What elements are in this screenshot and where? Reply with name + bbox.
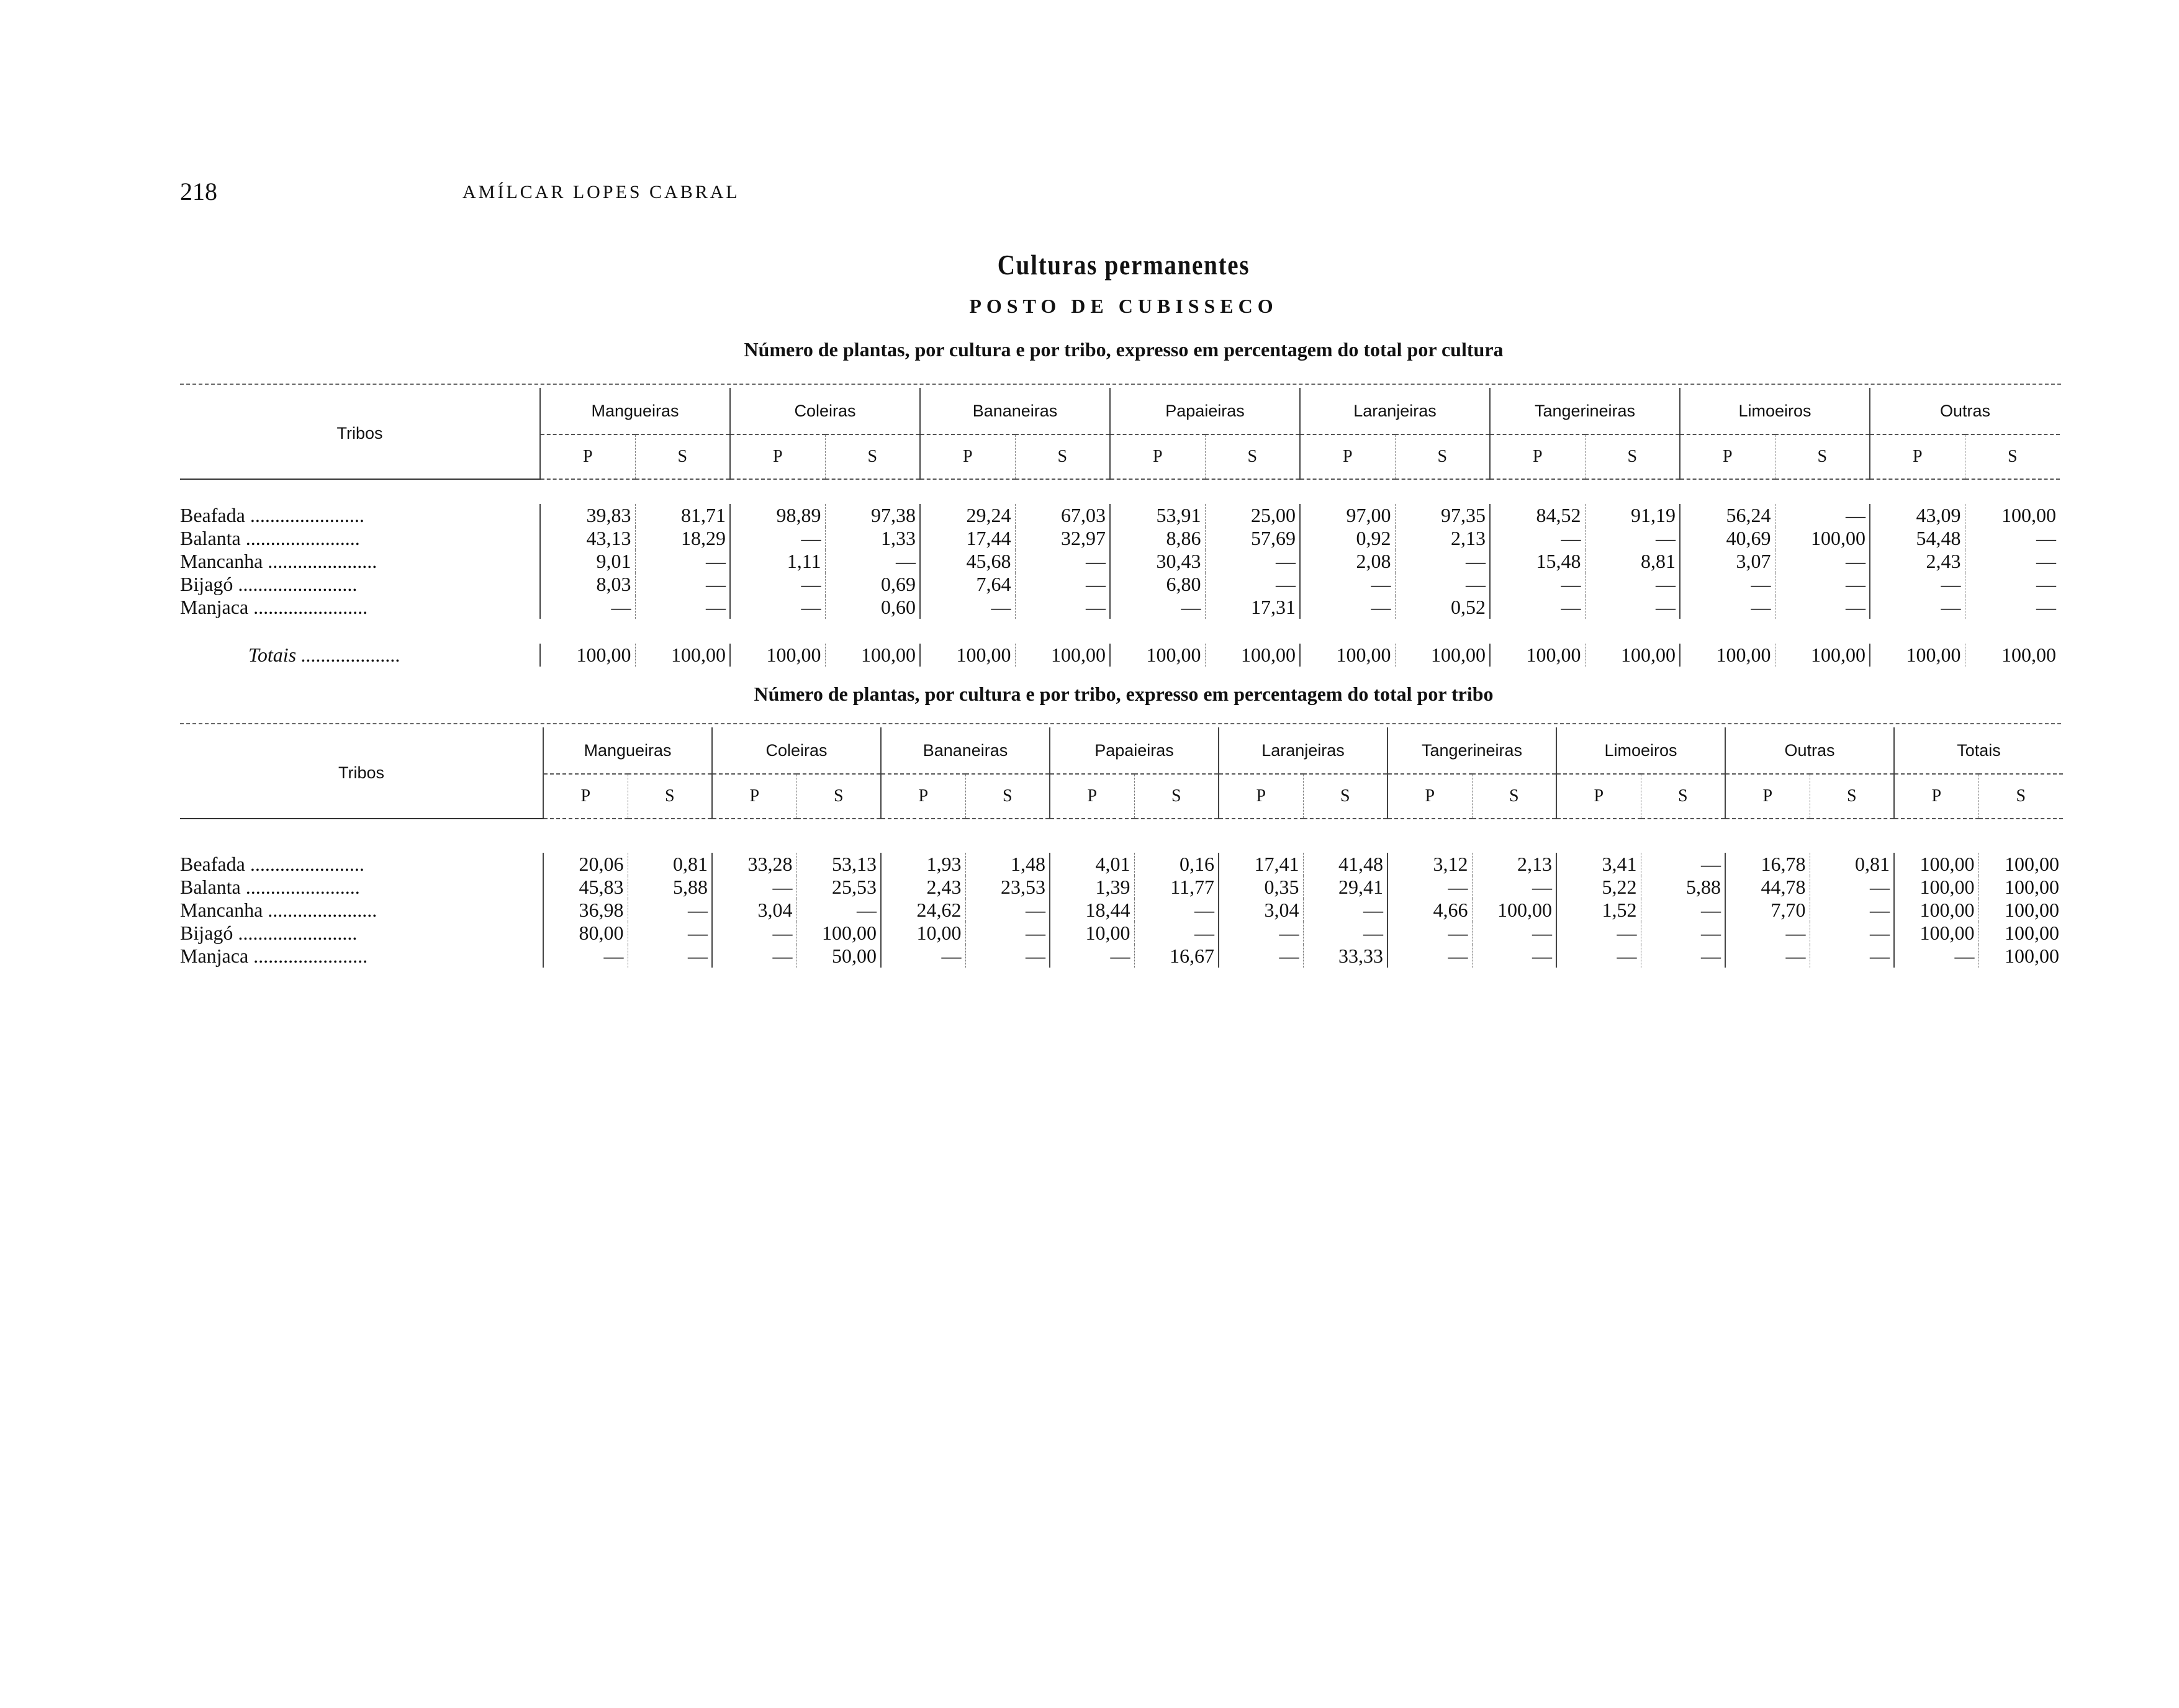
sub-header-p: P <box>1300 434 1395 479</box>
table-1-top-rule <box>180 384 2061 385</box>
sub-header-s: S <box>1472 774 1556 819</box>
cell-value: 5,88 <box>628 876 712 899</box>
column-group-laranjeiras: Laranjeiras <box>1219 727 1387 774</box>
cell-value: 2,43 <box>881 876 965 899</box>
cell-value: 2,43 <box>1870 550 1965 573</box>
table-percent-by-tribe <box>180 727 2063 968</box>
sub-header-s: S <box>796 774 881 819</box>
cell-value: 30,43 <box>1110 550 1205 573</box>
cell-value: 3,12 <box>1387 853 1472 876</box>
column-group-bananeiras: Bananeiras <box>881 727 1050 774</box>
spacer-row <box>180 819 2063 853</box>
sub-header-s: S <box>1395 434 1490 479</box>
cell-value: — <box>1680 596 1775 619</box>
cell-value: — <box>1725 922 1810 945</box>
cell-value: — <box>1775 504 1870 527</box>
cell-value: 100,00 <box>825 644 920 667</box>
sub-header-s: S <box>1205 434 1300 479</box>
cell-value: — <box>1015 573 1110 596</box>
sub-header-p: P <box>1680 434 1775 479</box>
cell-value: 0,92 <box>1300 527 1395 550</box>
cell-value: — <box>1641 899 1725 922</box>
sub-header-s: S <box>628 774 712 819</box>
column-group-outras: Outras <box>1725 727 1894 774</box>
cell-value: — <box>881 945 965 968</box>
cell-value: 100,00 <box>1894 853 1978 876</box>
cell-value: — <box>1965 573 2060 596</box>
cell-value: 91,19 <box>1585 504 1680 527</box>
cell-value: 17,44 <box>920 527 1015 550</box>
cell-value: — <box>1810 876 1894 899</box>
cell-value: 25,53 <box>796 876 881 899</box>
cell-value: 40,69 <box>1680 527 1775 550</box>
cell-value: — <box>1205 550 1300 573</box>
cell-value: 29,41 <box>1303 876 1387 899</box>
sub-header-p: P <box>1050 774 1134 819</box>
cell-value: — <box>1725 945 1810 968</box>
cell-value: — <box>1775 596 1870 619</box>
sub-header-s: S <box>1965 434 2060 479</box>
cell-value: — <box>635 550 730 573</box>
cell-value: 44,78 <box>1725 876 1810 899</box>
cell-value: 0,81 <box>628 853 712 876</box>
cell-value: — <box>1387 876 1472 899</box>
cell-value: — <box>1810 899 1894 922</box>
cell-value: 53,13 <box>796 853 881 876</box>
cell-value: 2,13 <box>1472 853 1556 876</box>
cell-value: 1,48 <box>965 853 1050 876</box>
cell-value: 15,48 <box>1490 550 1585 573</box>
sub-header-s: S <box>1303 774 1387 819</box>
table-row <box>180 899 2063 922</box>
cell-value: 11,77 <box>1134 876 1219 899</box>
sub-header-s: S <box>1978 774 2063 819</box>
table-row <box>180 573 2060 596</box>
cell-value: 18,44 <box>1050 899 1134 922</box>
column-group-coleiras: Coleiras <box>712 727 881 774</box>
sub-header-s: S <box>635 434 730 479</box>
cell-value: — <box>1965 550 2060 573</box>
cell-value: — <box>1556 945 1641 968</box>
tribe-header: Tribos <box>180 388 540 479</box>
column-group-bananeiras: Bananeiras <box>920 388 1110 434</box>
cell-value: — <box>635 573 730 596</box>
tribe-name: Manjaca ....................... <box>180 945 368 967</box>
cell-value: 100,00 <box>1965 644 2060 667</box>
cell-value: 100,00 <box>1894 876 1978 899</box>
cell-value: 100,00 <box>1110 644 1205 667</box>
spacer-cell <box>180 819 2063 853</box>
page-title: Culturas permanentes <box>997 249 1250 281</box>
cell-value: — <box>1472 876 1556 899</box>
cell-value: 97,38 <box>825 504 920 527</box>
table-row <box>180 504 2060 527</box>
cell-value: 17,41 <box>1219 853 1303 876</box>
cell-value: 7,64 <box>920 573 1015 596</box>
column-group-tangerineiras: Tangerineiras <box>1387 727 1556 774</box>
cell-value: 23,53 <box>965 876 1050 899</box>
cell-value: — <box>1387 922 1472 945</box>
cell-value: — <box>712 922 796 945</box>
cell-value: 97,00 <box>1300 504 1395 527</box>
cell-value: 2,13 <box>1395 527 1490 550</box>
cell-value: — <box>1387 945 1472 968</box>
cell-value: 54,48 <box>1870 527 1965 550</box>
cell-value: 8,81 <box>1585 550 1680 573</box>
cell-value: 98,89 <box>730 504 825 527</box>
cell-value: 100,00 <box>1472 899 1556 922</box>
cell-value: 97,35 <box>1395 504 1490 527</box>
cell-value: 100,00 <box>1585 644 1680 667</box>
running-head: AMÍLCAR LOPES CABRAL <box>462 182 740 202</box>
cell-value: — <box>1965 596 2060 619</box>
cell-value: — <box>1585 527 1680 550</box>
cell-value: — <box>965 945 1050 968</box>
cell-value: 4,66 <box>1387 899 1472 922</box>
cell-value: 3,04 <box>1219 899 1303 922</box>
sub-header-s: S <box>965 774 1050 819</box>
cell-value: 100,00 <box>1870 644 1965 667</box>
cell-value: 8,03 <box>540 573 635 596</box>
cell-value: — <box>1680 573 1775 596</box>
cell-value: 3,04 <box>712 899 796 922</box>
cell-value: — <box>712 876 796 899</box>
cell-value: — <box>1775 573 1870 596</box>
tribe-name: Totais .................... <box>248 644 401 666</box>
cell-value: 100,00 <box>1965 504 2060 527</box>
sub-header-s: S <box>1134 774 1219 819</box>
cell-value: 100,00 <box>1978 899 2063 922</box>
cell-value: 100,00 <box>1680 644 1775 667</box>
cell-value: 45,83 <box>543 876 628 899</box>
spacer-cell <box>180 619 2060 644</box>
table-row <box>180 853 2063 876</box>
cell-value: 5,22 <box>1556 876 1641 899</box>
cell-value: 100,00 <box>1978 922 2063 945</box>
cell-value: 56,24 <box>1680 504 1775 527</box>
cell-value: — <box>1395 550 1490 573</box>
tribe-name: Bijagó ........................ <box>180 573 358 595</box>
table-row <box>180 527 2060 550</box>
column-group-laranjeiras: Laranjeiras <box>1300 388 1490 434</box>
table-2-top-rule <box>180 723 2061 724</box>
cell-value: 24,62 <box>881 899 965 922</box>
cell-value: — <box>1472 945 1556 968</box>
cell-value: 36,98 <box>543 899 628 922</box>
sub-header-p: P <box>1556 774 1641 819</box>
cell-value: 100,00 <box>1775 644 1870 667</box>
sub-header-p: P <box>543 774 628 819</box>
cell-value: — <box>730 596 825 619</box>
sub-header-p: P <box>730 434 825 479</box>
cell-value: — <box>1775 550 1870 573</box>
place-heading: POSTO DE CUBISSECO <box>969 295 1278 317</box>
cell-value: — <box>1490 573 1585 596</box>
cell-value: 0,16 <box>1134 853 1219 876</box>
cell-value: 10,00 <box>881 922 965 945</box>
totals-row <box>180 644 2060 667</box>
sub-header-p: P <box>1219 774 1303 819</box>
cell-value: 1,39 <box>1050 876 1134 899</box>
sub-header-p: P <box>1110 434 1205 479</box>
cell-value: — <box>1810 945 1894 968</box>
cell-value: 17,31 <box>1205 596 1300 619</box>
table-1-caption: Número de plantas, por cultura e por tribo, expresso em percentagem do total por cultura <box>744 338 1504 361</box>
cell-value: 100,00 <box>635 644 730 667</box>
cell-value: 100,00 <box>1395 644 1490 667</box>
cell-value: — <box>1015 550 1110 573</box>
tribe-name: Beafada ....................... <box>180 853 364 875</box>
sub-header-p: P <box>881 774 965 819</box>
cell-value: — <box>540 596 635 619</box>
header-row-groups <box>180 388 2060 434</box>
spacer-row <box>180 619 2060 644</box>
cell-value: 100,00 <box>1894 899 1978 922</box>
cell-value: 1,93 <box>881 853 965 876</box>
cell-value: 33,28 <box>712 853 796 876</box>
cell-value: 29,24 <box>920 504 1015 527</box>
column-group-coleiras: Coleiras <box>730 388 920 434</box>
sub-header-p: P <box>1870 434 1965 479</box>
cell-value: — <box>1205 573 1300 596</box>
cell-value: 100,00 <box>730 644 825 667</box>
cell-value: 43,13 <box>540 527 635 550</box>
cell-value: — <box>1585 573 1680 596</box>
cell-value: 1,33 <box>825 527 920 550</box>
cell-value: — <box>628 899 712 922</box>
cell-value: 100,00 <box>540 644 635 667</box>
cell-value: 43,09 <box>1870 504 1965 527</box>
sub-header-p: P <box>1894 774 1978 819</box>
spacer-cell <box>180 479 2060 504</box>
cell-value: 33,33 <box>1303 945 1387 968</box>
column-group-papaieiras: Papaieiras <box>1110 388 1300 434</box>
column-group-limoeiros: Limoeiros <box>1556 727 1725 774</box>
cell-value: — <box>1300 573 1395 596</box>
cell-value: 1,52 <box>1556 899 1641 922</box>
cell-value: — <box>712 945 796 968</box>
cell-value: 16,67 <box>1134 945 1219 968</box>
cell-value: — <box>543 945 628 968</box>
header-row-groups <box>180 727 2063 774</box>
cell-value: — <box>1015 596 1110 619</box>
cell-value: 100,00 <box>1775 527 1870 550</box>
table-row <box>180 945 2063 968</box>
cell-value: — <box>1870 596 1965 619</box>
cell-value: 100,00 <box>1978 945 2063 968</box>
cell-value: 45,68 <box>920 550 1015 573</box>
cell-value: 50,00 <box>796 945 881 968</box>
cell-value: — <box>1303 899 1387 922</box>
cell-value: — <box>1219 945 1303 968</box>
cell-value: 100,00 <box>796 922 881 945</box>
cell-value: 0,35 <box>1219 876 1303 899</box>
cell-value: 0,81 <box>1810 853 1894 876</box>
column-group-mangueiras: Mangueiras <box>543 727 712 774</box>
cell-value: — <box>1641 922 1725 945</box>
column-group-papaieiras: Papaieiras <box>1050 727 1219 774</box>
column-group-mangueiras: Mangueiras <box>540 388 730 434</box>
tribe-name: Mancanha ...................... <box>180 550 377 572</box>
cell-value: 53,91 <box>1110 504 1205 527</box>
cell-value: — <box>825 550 920 573</box>
cell-value: — <box>1134 899 1219 922</box>
sub-header-p: P <box>1490 434 1585 479</box>
cell-value: — <box>1110 596 1205 619</box>
column-group-totais: Totais <box>1894 727 2063 774</box>
cell-value: — <box>1585 596 1680 619</box>
cell-value: 18,29 <box>635 527 730 550</box>
cell-value: 80,00 <box>543 922 628 945</box>
sub-header-s: S <box>1015 434 1110 479</box>
cell-value: 81,71 <box>635 504 730 527</box>
cell-value: 1,11 <box>730 550 825 573</box>
cell-value: — <box>1641 945 1725 968</box>
cell-value: 57,69 <box>1205 527 1300 550</box>
cell-value: 8,86 <box>1110 527 1205 550</box>
cell-value: — <box>965 922 1050 945</box>
cell-value: 5,88 <box>1641 876 1725 899</box>
cell-value: 32,97 <box>1015 527 1110 550</box>
column-group-outras: Outras <box>1870 388 2060 434</box>
sub-header-s: S <box>1810 774 1894 819</box>
cell-value: 39,83 <box>540 504 635 527</box>
sub-header-p: P <box>540 434 635 479</box>
tribe-header: Tribos <box>180 727 543 819</box>
cell-value: — <box>730 527 825 550</box>
cell-value: 100,00 <box>1205 644 1300 667</box>
sub-header-p: P <box>920 434 1015 479</box>
cell-value: 7,70 <box>1725 899 1810 922</box>
cell-value: — <box>1556 922 1641 945</box>
cell-value: 100,00 <box>1490 644 1585 667</box>
table-2-caption: Número de plantas, por cultura e por tribo, expresso em percentagem do total por tribo <box>754 683 1494 705</box>
cell-value: 20,06 <box>543 853 628 876</box>
cell-value: 41,48 <box>1303 853 1387 876</box>
table-row <box>180 550 2060 573</box>
cell-value: 67,03 <box>1015 504 1110 527</box>
cell-value: 100,00 <box>1015 644 1110 667</box>
spacer-row <box>180 479 2060 504</box>
cell-value: 2,08 <box>1300 550 1395 573</box>
table-percent-by-culture <box>180 388 2060 667</box>
cell-value: — <box>1303 922 1387 945</box>
cell-value: — <box>1870 573 1965 596</box>
sub-header-p: P <box>712 774 796 819</box>
cell-value: — <box>1490 596 1585 619</box>
cell-value: — <box>1300 596 1395 619</box>
cell-value: 25,00 <box>1205 504 1300 527</box>
cell-value: 100,00 <box>1894 922 1978 945</box>
cell-value: — <box>1134 922 1219 945</box>
cell-value: — <box>1641 853 1725 876</box>
page-number: 218 <box>180 178 217 205</box>
cell-value: — <box>1894 945 1978 968</box>
column-group-tangerineiras: Tangerineiras <box>1490 388 1680 434</box>
sub-header-s: S <box>1641 774 1725 819</box>
table-row <box>180 922 2063 945</box>
cell-value: 100,00 <box>1978 876 2063 899</box>
cell-value: 6,80 <box>1110 573 1205 596</box>
cell-value: 4,01 <box>1050 853 1134 876</box>
sub-header-s: S <box>1585 434 1680 479</box>
tribe-name: Balanta ....................... <box>180 876 360 898</box>
cell-value: 10,00 <box>1050 922 1134 945</box>
tribe-name: Balanta ....................... <box>180 527 360 549</box>
sub-header-p: P <box>1387 774 1472 819</box>
cell-value: 100,00 <box>1300 644 1395 667</box>
cell-value: — <box>1050 945 1134 968</box>
cell-value: — <box>628 922 712 945</box>
cell-value: 16,78 <box>1725 853 1810 876</box>
cell-value: 0,60 <box>825 596 920 619</box>
sub-header-p: P <box>1725 774 1810 819</box>
cell-value: 84,52 <box>1490 504 1585 527</box>
table-row <box>180 596 2060 619</box>
column-group-limoeiros: Limoeiros <box>1680 388 1870 434</box>
cell-value: 3,07 <box>1680 550 1775 573</box>
tribe-name: Manjaca ....................... <box>180 596 368 618</box>
cell-value: 100,00 <box>1978 853 2063 876</box>
cell-value: — <box>730 573 825 596</box>
cell-value: 3,41 <box>1556 853 1641 876</box>
cell-value: — <box>635 596 730 619</box>
sub-header-s: S <box>825 434 920 479</box>
sub-header-s: S <box>1775 434 1870 479</box>
cell-value: — <box>1810 922 1894 945</box>
cell-value: — <box>1395 573 1490 596</box>
cell-value: — <box>628 945 712 968</box>
cell-value: — <box>965 899 1050 922</box>
cell-value: 0,69 <box>825 573 920 596</box>
table-row <box>180 876 2063 899</box>
cell-value: 0,52 <box>1395 596 1490 619</box>
cell-value: — <box>1490 527 1585 550</box>
cell-value: — <box>796 899 881 922</box>
cell-value: — <box>1965 527 2060 550</box>
cell-value: — <box>1219 922 1303 945</box>
cell-value: — <box>1472 922 1556 945</box>
cell-value: 9,01 <box>540 550 635 573</box>
tribe-name: Bijagó ........................ <box>180 922 358 944</box>
cell-value: 100,00 <box>920 644 1015 667</box>
cell-value: — <box>920 596 1015 619</box>
tribe-name: Mancanha ...................... <box>180 899 377 921</box>
tribe-name: Beafada ....................... <box>180 504 364 526</box>
